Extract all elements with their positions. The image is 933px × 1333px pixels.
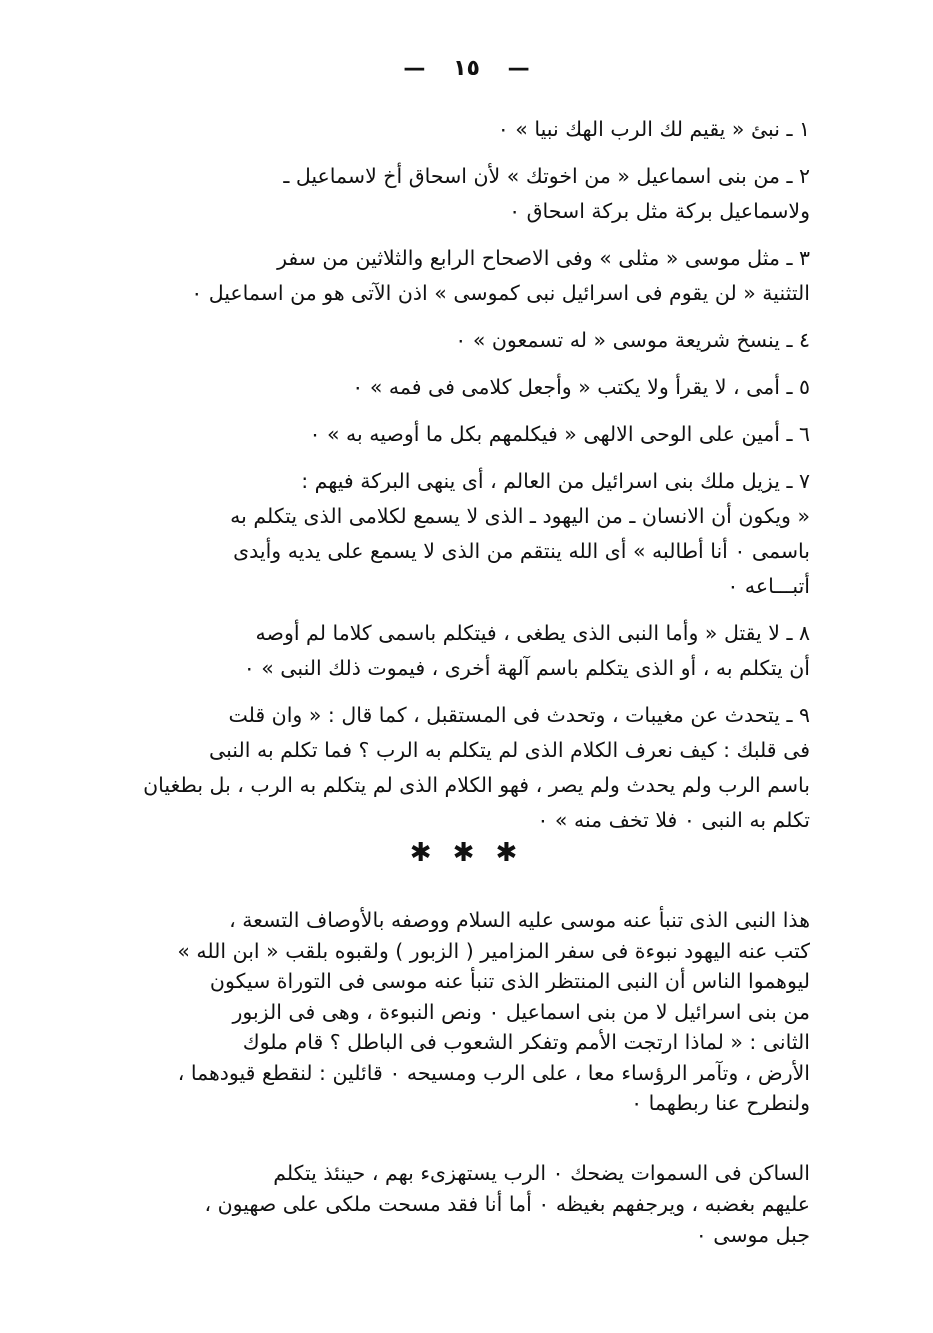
list-item-line: أن يتكلم به ، أو الذى يتكلم باسم آلهة أخرى ، فيموت ذلك النبى » ٠ xyxy=(243,656,810,680)
paragraph-line: كتب عنه اليهود نبوءة فى سفر المزامير ( الزبور ) ولقبوه بلقب « ابن الله » xyxy=(177,938,810,963)
page-number-dash-right: — xyxy=(403,56,426,81)
list-item-line: تكلم به النبى ٠ فلا تخف منه » ٠ xyxy=(537,808,810,832)
list-item xyxy=(130,464,810,604)
paragraph-line: ليوهموا الناس أن النبى المنتظر الذى تنبأ عنه موسى فى التوراة سيكون xyxy=(209,969,810,993)
list-item xyxy=(130,616,810,686)
paragraph-line: من بنى اسرائيل لا من بنى اسماعيل ٠ ونص النبوءة ، وهى فى الزبور xyxy=(232,999,810,1024)
list-item-line: ٢ ـ من بنى اسماعيل « من اخوتك » لأن اسحاق أخ لاسماعيل ـ xyxy=(283,164,810,188)
paragraph-line: عليهم بغضبه ، ويرجفهم بغيظه ٠ أما أنا فقد مسحت ملكى على صهيون ، xyxy=(204,1192,810,1216)
list-item-line: ٥ ـ أمى ، لا يقرأ ولا يكتب « وأجعل كلامى فى فمه » ٠ xyxy=(352,375,810,399)
section-separator: ✱ ✱ ✱ xyxy=(409,838,524,868)
list-item-line: ١ ـ نبئ « يقيم لك الرب الهك نبيا » ٠ xyxy=(497,117,810,141)
list-item-line: التثنية « لن يقوم فى اسرائيل نبى كموسى » اذن الآتى هو من اسماعيل ٠ xyxy=(191,281,810,305)
list-item-line: ٤ ـ ينسخ شريعة موسى « له تسمعون » ٠ xyxy=(455,328,810,352)
numbered-list xyxy=(130,112,810,850)
paragraph-line: هذا النبى الذى تنبأ عنه موسى عليه السلام ووصفه بالأوصاف التسعة ، xyxy=(229,908,810,932)
list-item xyxy=(130,159,810,229)
list-item-line: ٧ ـ يزيل ملك بنى اسرائيل من العالم ، أى ينهى البركة فيهم : xyxy=(301,469,810,493)
list-item-line: فى قلبك : كيف نعرف الكلام الذى لم يتكلم به الرب ؟ فما تكلم به النبى xyxy=(209,738,810,762)
list-item xyxy=(130,241,810,311)
paragraph-line: الساكن فى السموات يضحك ٠ الرب يستهزىء بهم ، حينئذ يتكلم xyxy=(273,1161,810,1185)
list-item-line: ٩ ـ يتحدث عن مغيبات ، وتحدث فى المستقبل ، كما قال : « وان قلت xyxy=(228,703,810,727)
list-item-line: أتبـــاعه ٠ xyxy=(727,574,810,598)
page-number xyxy=(0,56,933,81)
list-item-line: « ويكون أن الانسان ـ من اليهود ـ الذى لا يسمع لكلامى الذى يتكلم به xyxy=(230,504,810,528)
page-number-value: ١٥ xyxy=(453,56,480,81)
list-item xyxy=(130,323,810,358)
list-item xyxy=(130,417,810,452)
paragraph-2 xyxy=(130,1158,810,1251)
paragraph-line: ولنطرح عنا ربطهما ٠ xyxy=(631,1091,810,1115)
paragraph-line: الثانى : « لماذا ارتجت الأمم وتفكر الشعوب فى الباطل ؟ قام ملوك xyxy=(242,1030,810,1054)
list-item-line: ٦ ـ أمين على الوحى الالهى « فيكلمهم بكل ما أوصيه به » ٠ xyxy=(309,422,810,446)
paragraph-line: الأرض ، وتآمر الرؤساء معا ، على الرب ومسيحه ٠ قائلين : لنقطع قيودهما ، xyxy=(177,1060,810,1085)
paragraph-line: جبل موسى ٠ xyxy=(695,1223,810,1247)
list-item-line: ٣ ـ مثل موسى « مثلى » وفى الاصحاح الرابع والثلاثين من سفر xyxy=(277,246,810,270)
list-item-line: باسم الرب ولم يحدث ولم يصر ، فهو الكلام الذى لم يتكلم به الرب ، بل بطغيان xyxy=(143,773,810,797)
list-item xyxy=(130,112,810,147)
list-item xyxy=(130,698,810,838)
list-item-line: باسمى ٠ أنا أطالبه » أى الله ينتقم من الذى لا يسمع على يديه وأيدى xyxy=(233,539,810,563)
list-item-line: ٨ ـ لا يقتل « وأما النبى الذى يطغى ، فيتكلم باسمى كلاما لم أوصه xyxy=(255,621,810,645)
list-item-line: ولاسماعيل بركة مثل بركة اسحاق ٠ xyxy=(509,199,810,223)
list-item xyxy=(130,370,810,405)
page-number-dash-left: — xyxy=(507,56,530,81)
paragraph-1 xyxy=(130,905,810,1119)
